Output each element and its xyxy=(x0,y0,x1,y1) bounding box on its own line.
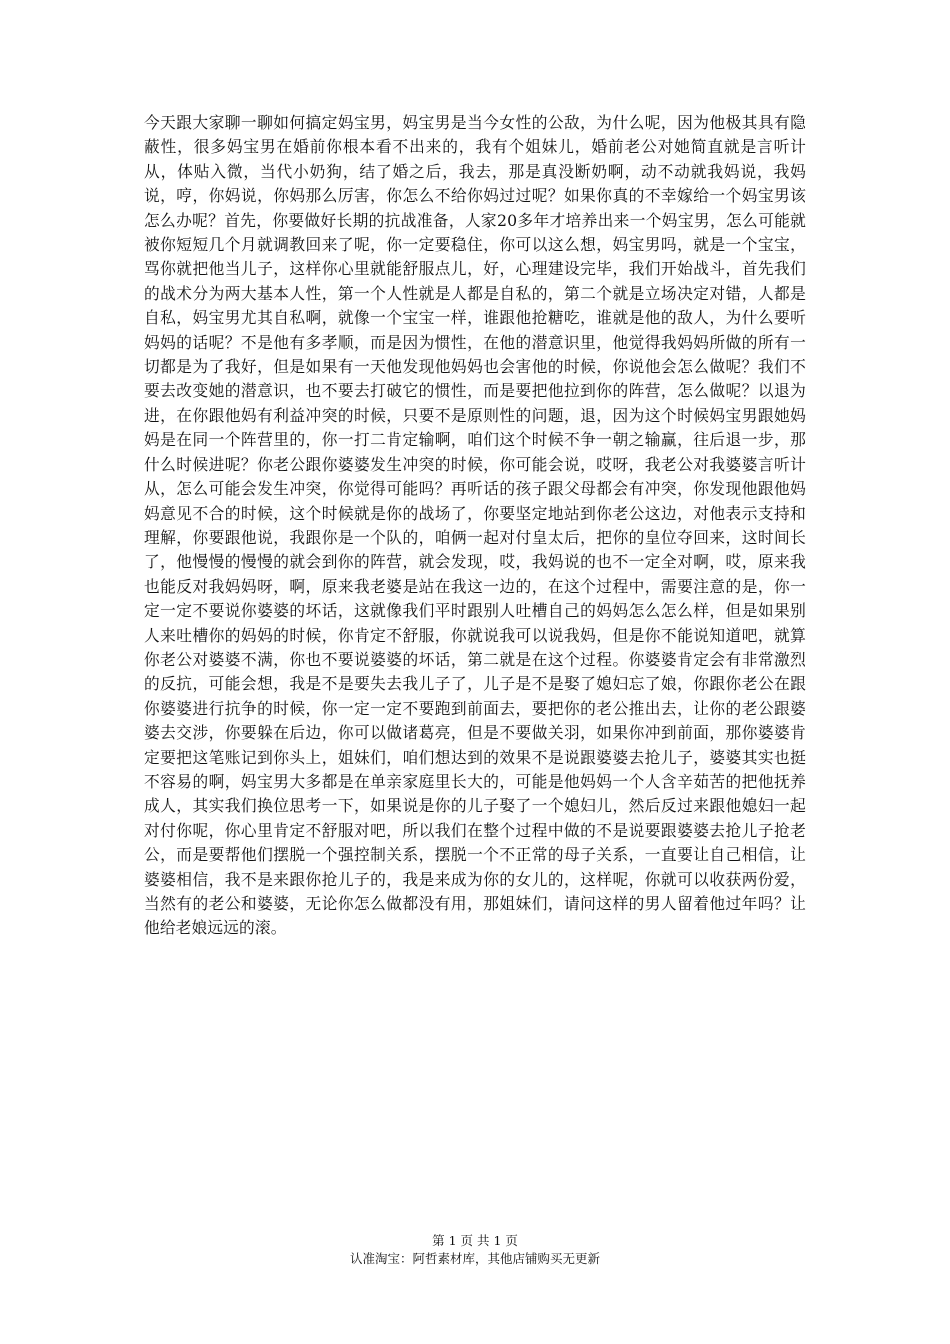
footer-notice: 认准淘宝：阿哲素材库，其他店铺购买无更新 xyxy=(349,1251,600,1266)
body-paragraph: 今天跟大家聊一聊如何搞定妈宝男，妈宝男是当今女性的公敌，为什么呢，因为他极其具有隐蔽性，很多妈宝男在婚前你根本看不出来的，我有个姐妹儿，婚前老公对她简直就是言听计从，体贴入微，当代小奶狗，结了婚之后，我去，那是真没断奶啊，动不动就我妈说，我妈说，哼，你妈说，你妈那么厉害，你怎么不给你妈过过呢？如果你真的不幸嫁给一个妈宝男该怎么办呢？首先，你要做好长期的抗战准备，人家20多年才培养出来一个妈宝男，怎么可能就被你短短几个月就调教回来了呢，你一定要稳住，你可以这么想，妈宝男吗，就是一个宝宝，骂你就把他当儿子，这样你心里就能舒服点儿，好，心理建设完毕，我们开始战斗，首先我们的战术分为两大基本人性，第一个人性就是人都是自私的，第二个就是立场决定对错，人都是自私，妈宝男尤其自私啊，就像一个宝宝一样，谁跟他抢糖吃，谁就是他的敌人，为什么要听妈妈的话呢？不是他有多孝顺，而是因为惯性，在他的潜意识里，他觉得我妈妈所做的所有一切都是为了我好，但是如果有一天他发现他妈妈也会害他的时候，你说他会怎么做呢？我们不要去改变她的潜意识，也不要去打破它的惯性，而是要把他拉到你的阵营，怎么做呢？以退为进，在你跟他妈有利益冲突的时候，只要不是原则性的问题，退，因为这个时候妈宝男跟她妈妈是在同一个阵营里的，你一打二肯定输啊，咱们这个时候不争一朝之输赢，往后退一步，那什么时候进呢？你老公跟你婆婆发生冲突的时候，你可能会说，哎呀，我老公对我婆婆言听计从，怎么可能会发生冲突，你觉得可能吗？再听话的孩子跟父母都会有冲突，你发现他跟他妈妈意见不合的时候，这个时候就是你的战场了，你要坚定地站到你老公这边，对他表示支持和理解，你要跟他说，我跟你是一个队的，咱俩一起对付皇太后，把你的皇位夺回来，这时间长了，他慢慢的慢慢的就会到你的阵营，就会发现，哎，我妈说的也不一定全对啊，哎，原来我也能反对我妈妈呀，啊，原来我老婆是站在我这一边的，在这个过程中，需要注意的是，你一定一定不要说你婆婆的坏话，这就像我们平时跟别人吐槽自己的妈妈怎么怎么样，但是如果别人来吐槽你的妈妈的时候，你肯定不舒服，你就说我可以说我妈，但是你不能说知道吧，就算你老公对婆婆不满，你也不要说婆婆的坏话，第二就是在这个过程。你婆婆肯定会有非常激烈的反抗，可能会想，我是不是要失去我儿子了，儿子是不是娶了媳妇忘了娘，你跟你老公在跟你婆婆进行抗争的时候，你一定一定不要跑到前面去，要把你的老公推出去，让你的老公跟婆婆去交涉，你要躲在后边，你可以做诸葛亮，但是不要做关羽，如果你冲到前面，那你婆婆肯定要把这笔账记到你头上，姐妹们，咱们想达到的效果不是说跟婆婆去抢儿子，婆婆其实也挺不容易的啊，妈宝男大多都是在单亲家庭里长大的，可能是他妈妈一个人含辛茹苦的把他抚养成人，其实我们换位思考一下，如果说是你的儿子娶了一个媳妇儿，然后反过来跟他媳妇一起对付你呢，你心里肯定不舒服对吧，所以我们在整个过程中做的不是说要跟婆婆去抢儿子抢老公，而是要帮他们摆脱一个强控制关系，摆脱一个不正常的母子关系，一直要让自己相信，让婆婆相信，我不是来跟你抢儿子的，我是来成为你的女儿的，这样呢，你就可以收获两份爱，当然有的老公和婆婆，无论你怎么做都没有用，那姐妹们，请问这样的男人留着他过年吗？让他给老娘远远的滚。 xyxy=(144,113,806,938)
page-number: 第 1 页 共 1 页 xyxy=(432,1233,518,1248)
